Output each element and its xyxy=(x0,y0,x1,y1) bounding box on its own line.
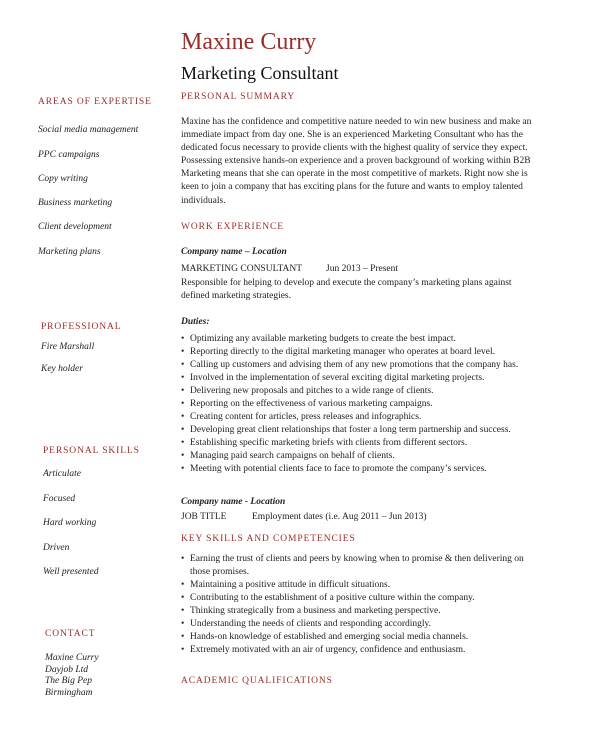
list-item: • Understanding the needs of clients and responding accordingly. xyxy=(181,618,432,629)
list-item: • Involved in the implementation of several exciting digital marketing projects. xyxy=(181,372,485,383)
job1-title: MARKETING CONSULTANT xyxy=(181,264,303,274)
contact-heading: CONTACT xyxy=(45,629,96,639)
list-item: • Hands-on knowledge of established and emerging social media channels. xyxy=(181,631,469,642)
expertise-item: Marketing plans xyxy=(38,247,101,257)
list-item: • Contributing to the establishment of a positive culture within the company. xyxy=(181,592,475,603)
professional-heading: PROFESSIONAL xyxy=(41,322,122,332)
bullet-icon: • xyxy=(181,424,185,435)
expertise-item: Business marketing xyxy=(38,198,113,208)
job1-dates: Jun 2013 – Present xyxy=(326,264,399,274)
list-item: • Optimizing any available marketing budgets to create the best impact. xyxy=(181,334,456,344)
job-title: Marketing Consultant xyxy=(181,63,339,83)
duties-label: Duties: xyxy=(181,317,210,327)
key-skills-heading: KEY SKILLS AND COMPETENCIES xyxy=(181,534,356,544)
expertise-item: PPC campaigns xyxy=(38,150,100,160)
list-item: • Meeting with potential clients face to face to promote the company’s services. xyxy=(181,463,487,474)
personal-skills-heading: PERSONAL SKILLS xyxy=(43,446,140,456)
key-skills-list xyxy=(181,553,537,657)
list-item: • Creating content for articles, press releases and infographics. xyxy=(181,411,422,422)
duties-list xyxy=(181,333,541,475)
bullet-icon: • xyxy=(181,618,185,629)
bullet-icon: • xyxy=(181,579,185,590)
bullet-icon: • xyxy=(181,411,185,422)
bullet-icon: • xyxy=(181,385,185,396)
job2-dates: Employment dates (i.e. Aug 2011 – Jun 2013) xyxy=(252,512,427,522)
list-item: • Managing paid search campaigns on behalf of clients. xyxy=(181,450,395,461)
expertise-item: Client development xyxy=(38,222,112,232)
candidate-name: Maxine Curry xyxy=(181,29,317,55)
personal-skill-item: Well presented xyxy=(43,567,99,577)
bullet-icon: • xyxy=(181,644,185,655)
bullet-icon: • xyxy=(181,398,185,409)
bullet-icon: • xyxy=(181,605,185,616)
list-item: • Delivering new proposals and pitches to a wide range of clients. xyxy=(181,385,434,396)
list-item: • Earning the trust of clients and peers by knowing when to promise & then delivering on those promises. xyxy=(181,554,524,577)
academic-heading: ACADEMIC QUALIFICATIONS xyxy=(181,676,333,686)
list-item: • Thinking strategically from a business and marketing perspective. xyxy=(181,605,441,616)
expertise-heading: AREAS OF EXPERTISE xyxy=(38,97,152,107)
bullet-icon: • xyxy=(181,554,185,564)
bullet-icon: • xyxy=(181,631,185,642)
bullet-icon: • xyxy=(181,346,185,357)
personal-skill-item: Driven xyxy=(43,543,70,553)
list-item: • Extremely motivated with an air of urgency, confidence and enthusiasm. xyxy=(181,644,466,655)
bullet-icon: • xyxy=(181,450,185,461)
list-item: • Reporting on the effectiveness of various marketing campaigns. xyxy=(181,398,433,409)
bullet-icon: • xyxy=(181,359,185,370)
bullet-icon: • xyxy=(181,592,185,603)
job2-title: JOB TITLE xyxy=(181,512,227,522)
professional-item: Fire Marshall xyxy=(41,342,95,352)
list-item: • Developing great client relationships that foster a long term partnership and success. xyxy=(181,424,511,435)
list-item: • Establishing specific marketing briefs with clients from different sectors. xyxy=(181,437,468,448)
expertise-item: Copy writing xyxy=(38,174,88,184)
job1-company: Company name – Location xyxy=(181,247,287,257)
job1-description: Responsible for helping to develop and execute the company’s marketing plans against defined marketing strategies. xyxy=(181,278,512,302)
professional-item: Key holder xyxy=(41,364,83,374)
contact-block xyxy=(45,653,99,699)
list-item: • Maintaining a positive attitude in difficult situations. xyxy=(181,579,391,590)
bullet-icon: • xyxy=(181,372,185,383)
summary-text: Maxine has the confidence and competitive nature needed to win new business and make an immediate impact from day one. She is an experienced Marketing Consultant who has the dedicated focus necessary to provide clients with the highest quality of service they expect. Possessing extensive hands-on experience and a proven background of working within B2B Marketing means that she can operate in the most competitive of markets. Right now she is keen to join a company that has exciting plans for the future and wants to employ talented individuals. xyxy=(181,117,532,206)
job2-company: Company name - Location xyxy=(181,497,286,507)
work-experience-heading: WORK EXPERIENCE xyxy=(181,222,284,232)
personal-skill-item: Focused xyxy=(43,494,76,504)
personal-skill-item: Articulate xyxy=(43,469,81,479)
bullet-icon: • xyxy=(181,437,185,448)
list-item: • Reporting directly to the digital marketing manager who operates at board level. xyxy=(181,346,495,357)
contact-address: The Big Pep xyxy=(45,676,92,686)
bullet-icon: • xyxy=(181,334,185,344)
contact-company: Dayjob Ltd xyxy=(45,664,89,675)
contact-city: Birmingham xyxy=(45,687,93,698)
summary-heading: PERSONAL SUMMARY xyxy=(181,92,296,102)
bullet-icon: • xyxy=(181,463,185,474)
list-item: • Calling up customers and advising them of any new promotions that the company has. xyxy=(181,359,519,370)
personal-skill-item: Hard working xyxy=(43,518,97,528)
contact-name: Maxine Curry xyxy=(45,653,99,663)
expertise-item: Social media management xyxy=(38,125,139,135)
